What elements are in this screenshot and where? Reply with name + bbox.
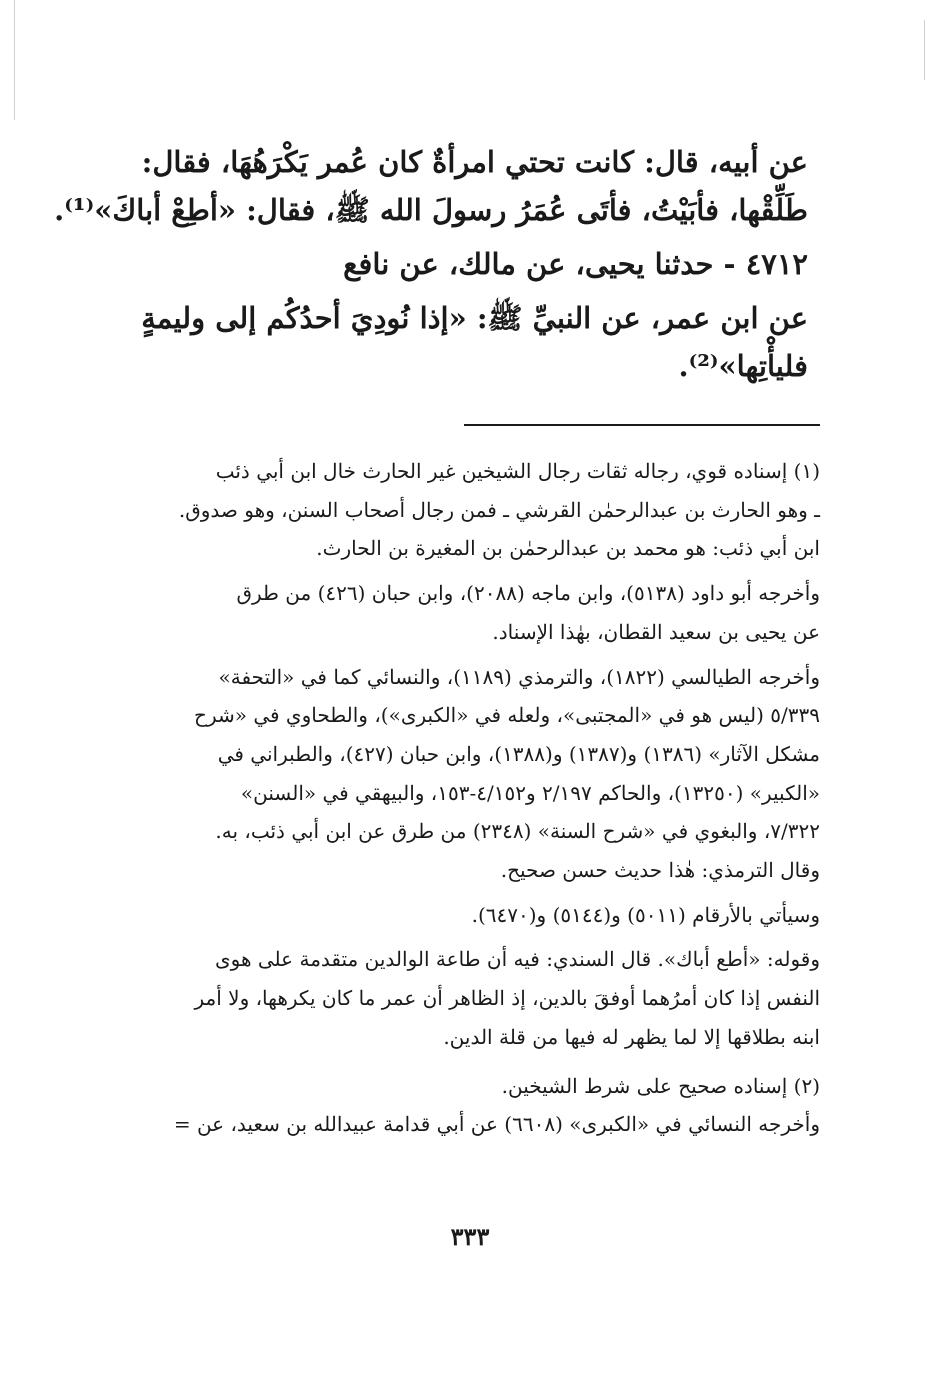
footnote-line: وأخرجه النسائي في «الكبرى» (٦٦٠٨) عن أبي قدامة عبيدالله بن سعيد، عن = bbox=[173, 1112, 820, 1137]
footnote-line: وسيأتي بالأرقام (٥٠١١) و(٥١٤٤) و(٦٤٧٠). bbox=[471, 902, 820, 927]
hadith-number-line: ٤٧١٢ - حدثنا يحيى، عن مالك، عن نافع bbox=[343, 247, 808, 281]
footnote-line: وقال الترمذي: هٰذا حديث حسن صحيح. bbox=[500, 858, 820, 883]
page-number: ٣٣٣ bbox=[450, 1222, 490, 1251]
footnote-line: النفس إذا كان أمرُهما أوفقَ بالدين، إذ الظاهر أن عمر ما كان يكرهها، ولا أمر bbox=[194, 986, 820, 1011]
hadith-line: عن ابن عمر، عن النبيِّ ﷺ: «إذا نُودِيَ أحدُكُم إلى وليمةٍ bbox=[141, 301, 808, 335]
footnote-line: ٧/٣٢٢، والبغوي في «شرح السنة» (٢٣٤٨) من طرق عن ابن أبي ذئب، به. bbox=[215, 819, 820, 844]
footnote-line: (١) إسناده قوي، رجاله ثقات رجال الشيخين غير الحارث خال ابن أبي ذئب bbox=[215, 459, 820, 483]
footnote-line: «الكبير» (١٣٢٥٠)، والحاكم ٢/١٩٧ و٤/١٥٢-١٥٣، والبيهقي في «السنن» bbox=[240, 780, 820, 805]
scan-edge-mark bbox=[14, 0, 15, 120]
footnote-line: ٥/٣٣٩ (ليس هو في «المجتبى»، ولعله في «الكبرى»)، والطحاوي في «شرح bbox=[194, 703, 820, 728]
hadith-text bbox=[54, 138, 808, 390]
footnote-line: عن يحيى بن سعيد القطان، بهٰذا الإسناد. bbox=[492, 619, 820, 644]
footnote-line: وأخرجه الطيالسي (١٨٢٢)، والترمذي (١١٨٩)، والنسائي كما في «التحفة» bbox=[218, 664, 820, 689]
scan-edge-mark bbox=[924, 20, 925, 80]
footnote-divider bbox=[464, 424, 820, 426]
hadith-line: طَلِّقْها، فأبَيْتُ، فأتَى عُمَرُ رسولَ الله ﷺ، فقال: «أطِعْ أباكَ»⁽¹⁾. bbox=[54, 193, 808, 227]
hadith-line: فليأْتِها»⁽²⁾. bbox=[678, 349, 808, 383]
footnote-line: ابن أبي ذئب: هو محمد بن عبدالرحمٰن بن المغيرة بن الحارث. bbox=[316, 536, 820, 561]
hadith-line: عن أبيه، قال: كانت تحتي امرأةٌ كان عُمر يَكْرَهُهَا، فقال: bbox=[141, 145, 808, 179]
footnote-line: وقوله: «أطع أباك». قال السندي: فيه أن طاعة الوالدين متقدمة على هوى bbox=[215, 947, 820, 972]
footnote-line: وأخرجه أبو داود (٥١٣٨)، وابن ماجه (٢٠٨٨)، وابن حبان (٤٢٦) من طرق bbox=[236, 581, 820, 606]
footnote-line: مشكل الآثار» (١٣٨٦) و(١٣٨٧) و(١٣٨٨)، وابن حبان (٤٢٧)، والطبراني في bbox=[217, 741, 820, 766]
footnote-line: ـ وهو الحارث بن عبدالرحمٰن القرشي ـ فمن رجال أصحاب السنن، وهو صدوق. bbox=[178, 497, 820, 522]
footnotes bbox=[112, 452, 820, 1144]
footnote-line: ابنه بطلاقها إلا لما يظهر له فيها من قلة الدين. bbox=[443, 1024, 820, 1049]
footnote-line: (٢) إسناده صحيح على شرط الشيخين. bbox=[501, 1073, 820, 1098]
